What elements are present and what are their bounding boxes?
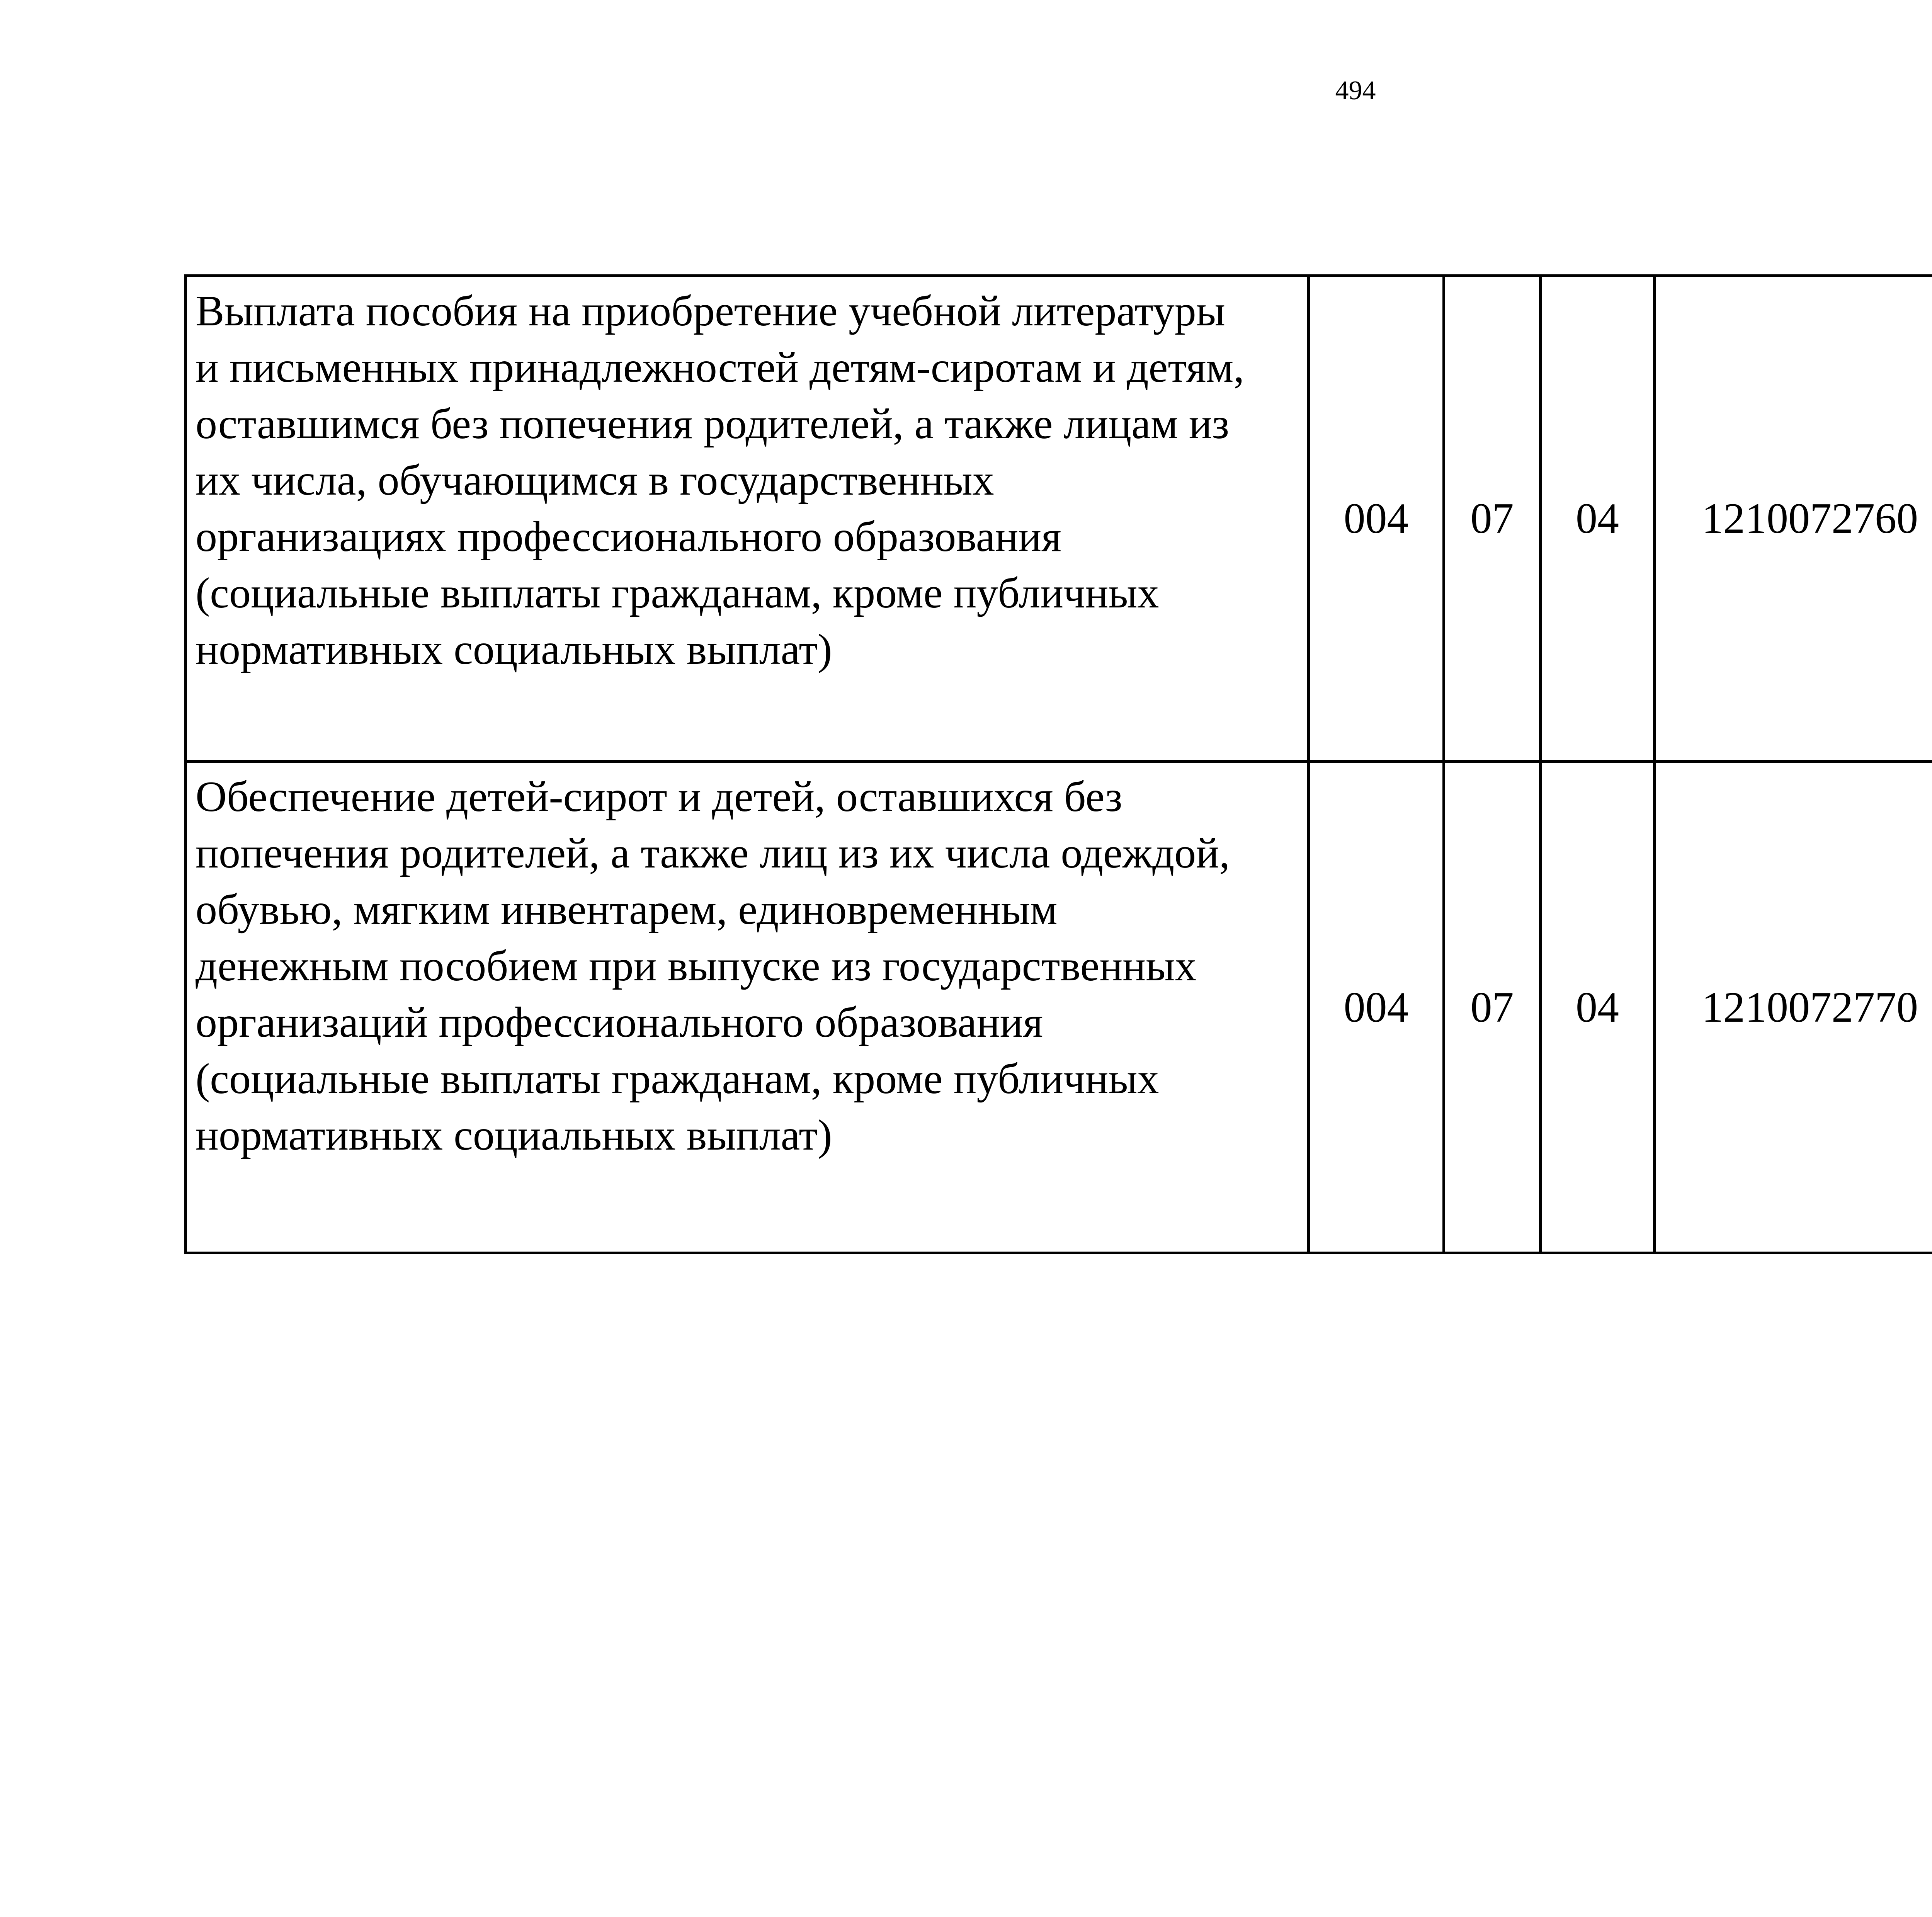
subsection-code: 04 xyxy=(1541,276,1655,762)
target-article-code: 1210072770 xyxy=(1655,762,1932,1253)
description-line: и письменных принадлежностей детям-сиротам и детям, xyxy=(196,344,1245,391)
target-article-code: 1210072760 xyxy=(1655,276,1932,762)
table-row xyxy=(186,276,1932,762)
section-code: 07 xyxy=(1444,762,1541,1253)
row-description xyxy=(186,276,1309,762)
description-line: Обеспечение детей-сирот и детей, оставшихся без xyxy=(196,773,1122,821)
description-line: (социальные выплаты гражданам, кроме публичных xyxy=(196,1055,1159,1103)
description-line: Выплата пособия на приобретение учебной литературы xyxy=(196,287,1225,335)
description-line: попечения родителей, а также лиц из их числа одеждой, xyxy=(196,829,1230,877)
ministry-code: 004 xyxy=(1309,762,1444,1253)
description-line: нормативных социальных выплат) xyxy=(196,1111,832,1159)
description-line: нормативных социальных выплат) xyxy=(196,626,832,674)
description-line: их числа, обучающимся в государственных xyxy=(196,456,994,504)
subsection-code: 04 xyxy=(1541,762,1655,1253)
section-code: 07 xyxy=(1444,276,1541,762)
row-description xyxy=(186,762,1309,1253)
budget-table xyxy=(184,274,1932,1254)
description-line: (социальные выплаты гражданам, кроме публичных xyxy=(196,569,1159,617)
page-number: 494 xyxy=(1335,76,1376,105)
ministry-code: 004 xyxy=(1309,276,1444,762)
table-row xyxy=(186,762,1932,1253)
description-line: организаций профессионального образования xyxy=(196,998,1043,1046)
description-line: денежным пособием при выпуске из государственных xyxy=(196,942,1197,990)
description-line: обувью, мягким инвентарем, единовременным xyxy=(196,886,1058,934)
description-line: оставшимся без попечения родителей, а также лицам из xyxy=(196,400,1229,448)
description-line: организациях профессионального образования xyxy=(196,513,1061,561)
